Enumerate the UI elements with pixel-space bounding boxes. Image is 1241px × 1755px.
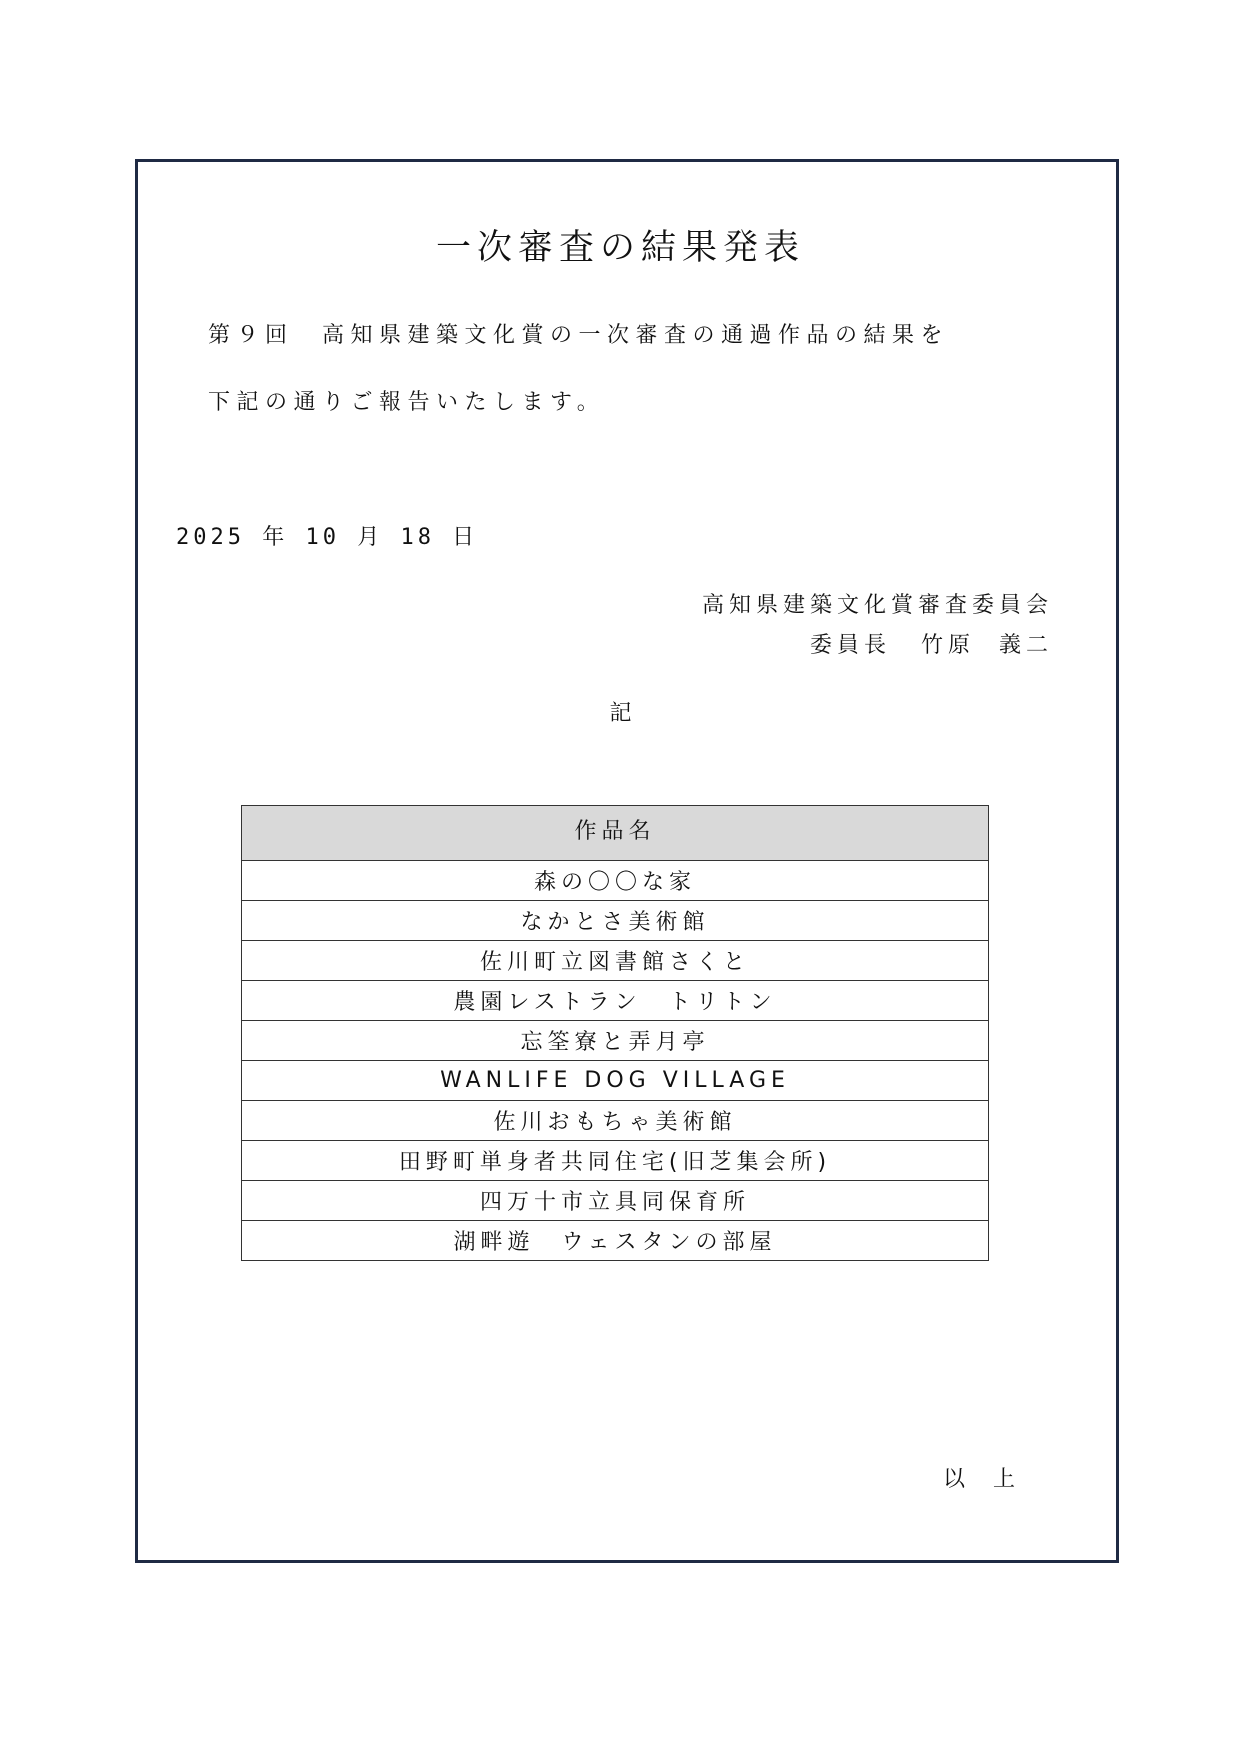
- table-row: [242, 901, 989, 941]
- work-name-cell: 森の〇〇な家: [242, 861, 989, 901]
- work-name-cell: なかとさ美術館: [242, 901, 989, 941]
- closing-ijo: 以上: [943, 1467, 1044, 1492]
- works-table: [241, 805, 989, 1261]
- committee-name: 高知県建築文化賞審査委員会: [701, 593, 1053, 618]
- announcement-date: 2025 年 10 月 18 日: [176, 525, 479, 550]
- table-row: [242, 1021, 989, 1061]
- table-header-row: [242, 806, 989, 861]
- table-row: [242, 941, 989, 981]
- table-row: [242, 861, 989, 901]
- work-name-cell: 湖畔遊 ウェスタンの部屋: [242, 1221, 989, 1261]
- work-name-cell: 忘筌寮と弄月亭: [242, 1021, 989, 1061]
- intro-line-2: 下記の通りご報告いたします。: [208, 390, 606, 415]
- table-row: [242, 981, 989, 1021]
- work-name-cell: 四万十市立具同保育所: [242, 1181, 989, 1221]
- table-row: [242, 1181, 989, 1221]
- document-title: 一次審査の結果発表: [435, 228, 805, 268]
- ki-heading: 記: [609, 701, 632, 726]
- chair-surname: 竹原: [920, 633, 975, 658]
- work-name-cell: 田野町単身者共同住宅(旧芝集会所): [242, 1141, 989, 1181]
- table-row: [242, 1061, 989, 1101]
- intro-line-1: 第９回 高知県建築文化賞の一次審査の通過作品の結果を: [208, 323, 950, 348]
- committee-chair: [810, 628, 1053, 659]
- work-name-cell: WANLIFE DOG VILLAGE: [242, 1061, 989, 1101]
- work-name-cell: 農園レストラン トリトン: [242, 981, 989, 1021]
- table-row: [242, 1101, 989, 1141]
- work-name-cell: 佐川おもちゃ美術館: [242, 1101, 989, 1141]
- work-name-cell: 佐川町立図書館さくと: [242, 941, 989, 981]
- chair-given-name: 義二: [998, 633, 1053, 658]
- chair-title: 委員長: [809, 633, 891, 658]
- table-row: [242, 1221, 989, 1261]
- table-row: [242, 1141, 989, 1181]
- column-header-work-name: 作品名: [242, 806, 989, 861]
